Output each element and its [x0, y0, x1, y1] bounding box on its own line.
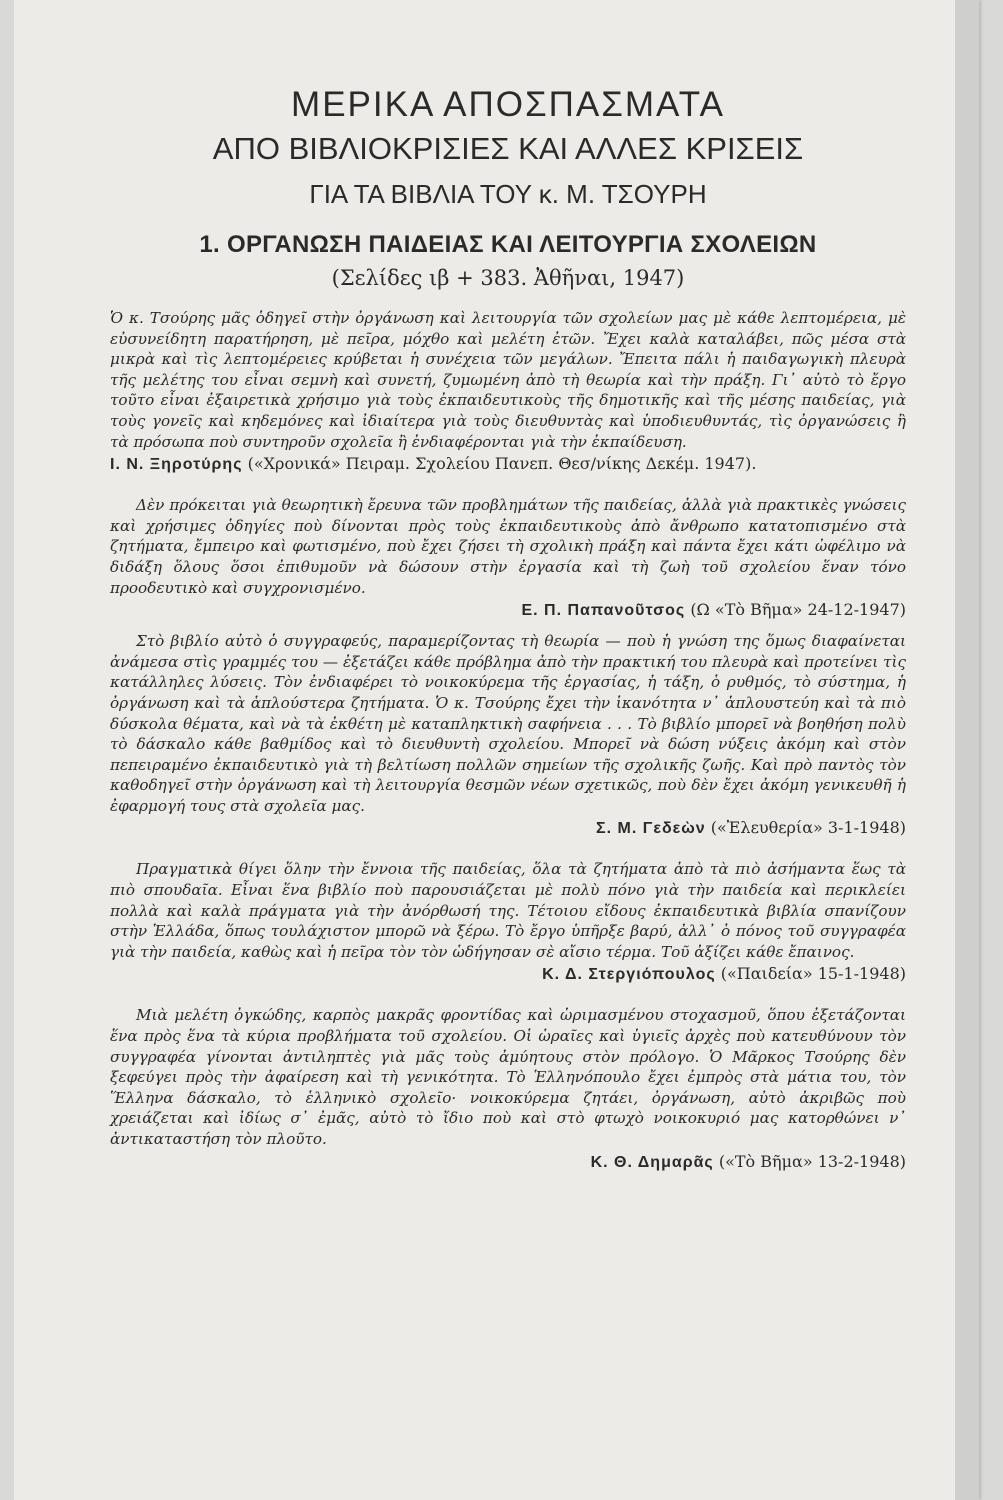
scanned-page — [14, 0, 979, 1500]
review-signature — [110, 452, 906, 477]
subtitle: ΑΠΟ ΒΙΒΛΙΟΚΡΙΣΙΕΣ ΚΑΙ ΑΛΛΕΣ ΚΡΙΣΕΙΣ — [212, 131, 804, 166]
review-author: Σ. Μ. Γεδεὼν — [596, 820, 706, 838]
review-text: Μιὰ μελέτη ὀγκώδης, καρπὸς μακρᾶς φροντίδας καὶ ὡριμασμένου στοχασμοῦ, ὅπου ἐξετάζονται ἕνα πρὸς ἕνα τὰ κύρια προβλήματα τοῦ σχολείου. Οἱ ὡραῖες καὶ ὑγιεῖς ἀρχὲς ποὺ κατευθύνουν τὸν συγγραφέα γίνονται ἀντιληπτὲς γιὰ μᾶς τοὺς ἀμύητους στὸν πρόλογο. Ὁ Μᾶρκος Τσούρης δὲν ξεφεύγει πρὸς τὴν ἀφαίρεση καὶ τὴ γενικότητα. Τὸ Ἑλληνόπουλο ἔχει ἐμπρὸς στὰ μάτια του, τὸν Ἕλληνα δάσκαλο, τὸ ἑλληνικὸ σχολεῖο· νοικοκύρεμα ζητάει, ὀργάνωση, αὐτὸ ἀκριβῶς ποὺ χρειάζεται καὶ ἰδίως σ᾽ ἐμᾶς, αὐτὸ τὸ ἴδιο ποὺ καὶ στὸ φτωχὸ νοικοκυριό μας κατορθώνει ν᾽ ἀντικαταστήση τὸν πλοῦτο. — [110, 1006, 906, 1148]
review-text: Ὁ κ. Τσούρης μᾶς ὁδηγεῖ στὴν ὀργάνωση καὶ λειτουργία τῶν σχολείων μας μὲ κάθε λεπτομέρεια, μὲ εὐσυνείδητη παρατήρηση, μὲ πεῖρα, μόχθο καὶ μελέτη ἐτῶν. Ἔχει καλὰ καταλάβει, πῶς μέσα στὰ μικρὰ καὶ τὶς λεπτομέρειες κρύβεται ἡ συνέχεια τῶν μεγάλων. Ἔπειτα πάλι ἡ παιδαγωγικὴ πλευρὰ τῆς μελέτης του εἶναι σεμνὴ καὶ συνετή, ζυμωμένη ἀπὸ τὴ θεωρία καὶ τὴν πράξη. Γι᾽ αὐτὸ τὸ ἔργο τοῦτο εἶναι ἐξαιρετικὰ χρήσιμο γιὰ τοὺς ἐκπαιδευτικοὺς τῆς δημοτικῆς καὶ τῆς μέσης παιδείας, γιὰ τοὺς γονεῖς καὶ κηδεμόνες καὶ ἰδιαίτερα γιὰ τοὺς διευθυντὰς καὶ ὑποδιευθυντάς, τὶς ὀργανώσεις ἢ τὰ πρόσωπα ποὺ συντηροῦν σχολεῖα ἢ ἐνδιαφέρονται γιὰ τὴν ἐκπαίδευση. — [110, 309, 906, 451]
main-title: ΜΕΡΙΚΑ ΑΠΟΣΠΑΣΜΑΤΑ — [291, 85, 725, 124]
review-block-4 — [110, 859, 906, 987]
review-text: Δὲν πρόκειται γιὰ θεωρητικὴ ἔρευνα τῶν προβλημάτων τῆς παιδείας, ἀλλὰ γιὰ πρακτικὲς γνώσεις καὶ χρήσιμες ὁδηγίες ποὺ δίνονται πρὸς τοὺς ἐκπαιδευτικοὺς ἀπὸ ἄνθρωπο κατατοπισμένο στὰ ζητήματα, ἔμπειρο καὶ φωτισμένο, ποὺ ἔχει ζήσει τὴ σχολικὴ πράξη καὶ πάντα ἔχει κάτι ὠφέλιμο νὰ διδάξη ὅλους ὅσοι ἐπιθυμοῦν νὰ δώσουν στὴν ἐργασία καὶ τὴ ζωὴ τοῦ σχολείου ἕναν τόνο προοδευτικὸ καὶ συγχρονισμένο. — [110, 496, 906, 597]
review-source: («Χρονικά» Πειραμ. Σχολείου Πανεπ. Θεσ/νίκης Δεκέμ. 1947). — [247, 454, 757, 474]
review-signature — [110, 816, 906, 841]
section-title: 1. ΟΡΓΑΝΩΣΗ ΠΑΙΔΕΙΑΣ ΚΑΙ ΛΕΙΤΟΥΡΓΙΑ ΣΧΟΛΕΙΩΝ — [199, 231, 817, 258]
section-pages: (Σελίδες ιβ + 383. Ἀθῆναι, 1947) — [331, 266, 685, 290]
review-source: («Τὸ Βῆμα» 13-2-1948) — [718, 1151, 906, 1171]
review-signature — [110, 598, 906, 623]
review-block-3 — [110, 631, 906, 841]
review-text: Στὸ βιβλίο αὐτὸ ὁ συγγραφεύς, παραμερίζοντας τὴ θεωρία — ποὺ ἡ γνώση της ὅμως διαφαίνεται ἀνάμεσα στὶς γραμμές του — ἐξετάζει κάθε πρόβλημα ἀπὸ τὴν πρακτική του πλευρὰ καὶ προτείνει τὶς κατάλληλες λύσεις. Τὸν ἐνδιαφέρει τὸ νοικοκύρεμα τῆς ἐργασίας, ἡ τάξη, ὁ ρυθμός, τὸ σύστημα, ἡ ὀργάνωση καὶ τὰ ἁπλούστερα ζητήματα. Ὁ κ. Τσούρης ἔχει τὴν ἱκανότητα ν᾽ ἁπλουστεύη καὶ τὰ πιὸ δύσκολα θέματα, καὶ νὰ τὰ ἐκθέτη μὲ καταπληκτικὴ σαφήνεια . . . Τὸ βιβλίο μπορεῖ νὰ βοηθήση πολὺ τὸ δάσκαλο κάθε βαθμίδος καὶ τὸ διευθυντὴ σχολείου. Μπορεῖ νὰ δώση νύξεις ἀκόμη καὶ στὸν πεπειραμένο ἐκπαιδευτικὸ γιὰ τὴ βελτίωση πολλῶν σημείων τῆς σχολικῆς ζωῆς. Καὶ πρὸ παντὸς τὸν καθοδηγεῖ στὴν ὀργάνωση καὶ τὴ λειτουργία θεσμῶν νέων σχετικῶς, ποὺ δὲν ἔχει ἀκόμη γενικευθῆ ἡ ἐφαρμογή τους στὰ σχολεῖα μας. — [110, 632, 906, 815]
review-block-5 — [110, 1005, 906, 1174]
page-spine-shadow — [955, 0, 979, 1500]
review-author: Ε. Π. Παπανοῦτσος — [521, 602, 686, 620]
page-content — [110, 82, 906, 1175]
review-source: («Ἐλευθερία» 3-1-1948) — [710, 818, 906, 838]
review-source: («Παιδεία» 15-1-1948) — [720, 964, 906, 984]
review-author: Κ. Θ. Δημαρᾶς — [590, 1153, 714, 1171]
review-source: (Ω «Τὸ Βῆμα» 24-12-1947) — [690, 600, 906, 620]
review-text: Πραγματικὰ θίγει ὅλην τὴν ἔννοια τῆς παιδείας, ὅλα τὰ ζητήματα ἀπὸ τὰ πιὸ ἀσήμαντα ἕως τὰ πιὸ σπουδαῖα. Εἶναι ἕνα βιβλίο ποὺ παρουσιάζεται μὲ πολὺ πόνο γιὰ τὴν παιδεία καὶ περικλείει πολλὰ καὶ καλὰ πράγματα γιὰ τὴν ἀνόρθωσή της. Τέτοιου εἴδους ἐκπαιδευτικὰ βιβλία σπανίζουν στὴν Ἑλλάδα, ὅπως τουλάχιστον μπορῶ νὰ ξέρω. Τὸ ἔργο ὑπῆρξε βαρύ, ἀλλ᾽ ὁ πόνος τοῦ συγγραφέα γιὰ τὴν παιδεία, καθὼς καὶ ἡ πεῖρα τὸν τὸν ὡδήγησαν σὲ αἴσιο τέρμα. Τοῦ ἀξίζει κάθε ἔπαινος. — [110, 860, 906, 961]
review-signature — [110, 1150, 906, 1175]
review-block-1 — [110, 308, 906, 477]
author-line: ΓΙΑ ΤΑ ΒΙΒΛΙΑ ΤΟΥ κ. Μ. ΤΣΟΥΡΗ — [309, 179, 707, 209]
review-signature — [110, 962, 906, 987]
review-author: Κ. Δ. Στεργιόπουλος — [542, 966, 716, 984]
review-block-2 — [110, 495, 906, 623]
review-author: Ι. Ν. Ξηροτύρης — [110, 456, 243, 474]
